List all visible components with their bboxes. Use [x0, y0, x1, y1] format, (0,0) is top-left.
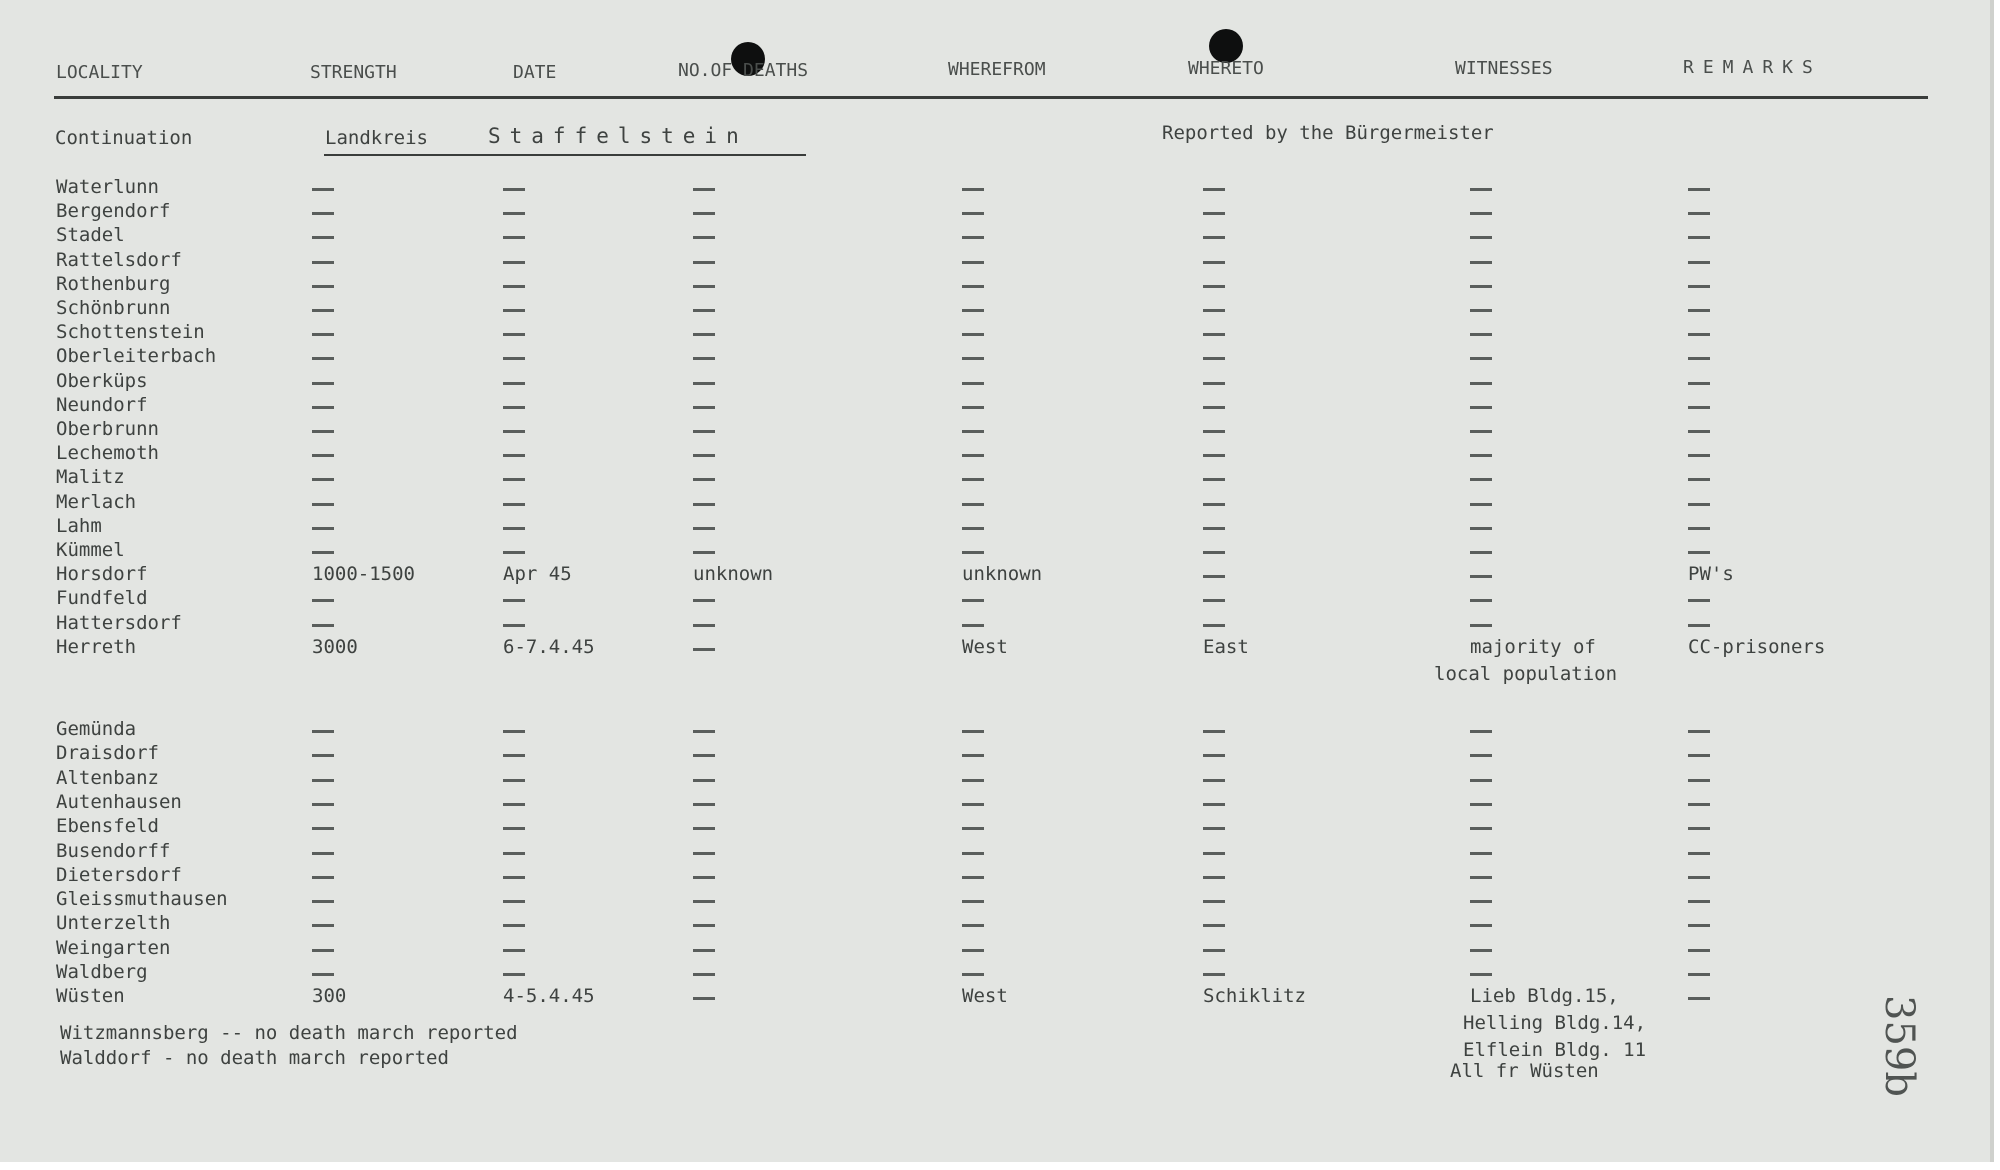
cell-strength: 1000-1500	[312, 563, 415, 586]
blank-dash	[1688, 357, 1710, 360]
blank-dash	[962, 478, 984, 481]
blank-dash	[1470, 551, 1492, 554]
blank-dash	[1688, 527, 1710, 530]
blank-dash	[962, 357, 984, 360]
cell-locality: Fundfeld	[56, 587, 148, 610]
cell-witnesses: majority of	[1470, 635, 1596, 658]
blank-dash	[503, 973, 525, 976]
blank-dash	[693, 648, 715, 651]
blank-dash	[1203, 551, 1225, 554]
blank-dash	[1688, 503, 1710, 506]
blank-dash	[312, 406, 334, 409]
blank-dash	[1203, 333, 1225, 336]
cell-whereto: Schiklitz	[1203, 985, 1306, 1008]
cell-locality: Dietersdorf	[56, 863, 182, 886]
blank-dash	[962, 924, 984, 927]
cell-locality: Merlach	[56, 490, 137, 513]
blank-dash	[693, 333, 715, 336]
cell-locality: Horsdorf	[56, 563, 148, 586]
blank-dash	[1203, 212, 1225, 215]
blank-dash	[962, 876, 984, 879]
blank-dash	[962, 754, 984, 757]
blank-dash	[693, 599, 715, 602]
blank-dash	[503, 382, 525, 385]
blank-dash	[312, 876, 334, 879]
blank-dash	[503, 236, 525, 239]
cell-locality: Altenbanz	[56, 766, 159, 789]
cell-locality: Waldberg	[56, 961, 148, 983]
cell-locality: Rattelsdorf	[56, 248, 182, 271]
blank-dash	[1470, 827, 1492, 830]
blank-dash	[312, 212, 334, 215]
blank-dash	[962, 236, 984, 239]
cell-witnesses: Lieb Bldg.15,	[1470, 985, 1619, 1008]
blank-dash	[1688, 779, 1710, 782]
blank-dash	[1203, 478, 1225, 481]
blank-dash	[503, 949, 525, 952]
cell-locality: Ebensfeld	[56, 815, 159, 838]
blank-dash	[693, 551, 715, 554]
blank-dash	[1688, 599, 1710, 602]
blank-dash	[693, 973, 715, 976]
blank-dash	[1203, 779, 1225, 782]
blank-dash	[503, 406, 525, 409]
cell-locality: Hattersdorf	[56, 611, 182, 634]
blank-dash	[1470, 973, 1492, 976]
blank-dash	[312, 357, 334, 360]
blank-dash	[1470, 876, 1492, 879]
blank-dash	[312, 236, 334, 239]
landkreis-label: Landkreis	[325, 127, 428, 149]
district-name: Staffelstein	[488, 124, 748, 148]
blank-dash	[503, 624, 525, 627]
blank-dash	[503, 551, 525, 554]
blank-dash	[1203, 624, 1225, 627]
cell-date: 6-7.4.45	[503, 635, 595, 658]
blank-dash	[962, 803, 984, 806]
blank-dash	[503, 803, 525, 806]
cell-strength: 3000	[312, 635, 358, 658]
cell-witnesses: local population	[1434, 662, 1618, 685]
blank-dash	[962, 527, 984, 530]
blank-dash	[962, 949, 984, 952]
blank-dash	[1688, 803, 1710, 806]
continuation-label: Continuation	[55, 127, 193, 149]
blank-dash	[1203, 188, 1225, 191]
blank-dash	[962, 212, 984, 215]
blank-dash	[1203, 754, 1225, 757]
cell-witnesses: All fr Wüsten	[1450, 1060, 1599, 1083]
blank-dash	[693, 779, 715, 782]
blank-dash	[1688, 551, 1710, 554]
blank-dash	[1470, 261, 1492, 264]
cell-locality: Lechemoth	[56, 442, 159, 465]
blank-dash	[1688, 900, 1710, 903]
header-date: DATE	[513, 62, 557, 83]
blank-dash	[1688, 188, 1710, 191]
blank-dash	[1688, 827, 1710, 830]
blank-dash	[1470, 309, 1492, 312]
blank-dash	[1688, 333, 1710, 336]
blank-dash	[693, 406, 715, 409]
blank-dash	[962, 551, 984, 554]
header-witnesses: WITNESSES	[1455, 58, 1553, 79]
blank-dash	[312, 309, 334, 312]
note-line: Witzmannsberg -- no death march reported	[60, 1022, 518, 1044]
blank-dash	[1688, 309, 1710, 312]
cell-locality: Lahm	[56, 514, 102, 537]
blank-dash	[693, 430, 715, 433]
blank-dash	[503, 478, 525, 481]
blank-dash	[1470, 949, 1492, 952]
cell-locality: Oberleiterbach	[56, 345, 217, 368]
blank-dash	[503, 188, 525, 191]
blank-dash	[503, 754, 525, 757]
blank-dash	[1470, 454, 1492, 457]
blank-dash	[693, 503, 715, 506]
cell-locality: Gleissmuthausen	[56, 888, 228, 911]
blank-dash	[693, 261, 715, 264]
blank-dash	[312, 827, 334, 830]
cell-locality: Schönbrunn	[56, 297, 171, 319]
blank-dash	[1470, 188, 1492, 191]
blank-dash	[503, 309, 525, 312]
cell-wherefrom: West	[962, 985, 1008, 1008]
blank-dash	[312, 900, 334, 903]
header-wherefrom: WHEREFROM	[948, 59, 1046, 80]
blank-dash	[693, 949, 715, 952]
blank-dash	[1688, 236, 1710, 239]
blank-dash	[503, 599, 525, 602]
blank-dash	[1203, 454, 1225, 457]
blank-dash	[962, 188, 984, 191]
blank-dash	[1470, 285, 1492, 288]
blank-dash	[962, 779, 984, 782]
blank-dash	[1688, 285, 1710, 288]
blank-dash	[312, 803, 334, 806]
blank-dash	[1203, 503, 1225, 506]
blank-dash	[312, 454, 334, 457]
blank-dash	[962, 827, 984, 830]
blank-dash	[312, 852, 334, 855]
blank-dash	[1688, 754, 1710, 757]
blank-dash	[962, 599, 984, 602]
blank-dash	[1470, 779, 1492, 782]
blank-dash	[1203, 827, 1225, 830]
blank-dash	[312, 599, 334, 602]
blank-dash	[1470, 852, 1492, 855]
blank-dash	[962, 503, 984, 506]
blank-dash	[503, 430, 525, 433]
cell-locality: Gemünda	[56, 718, 137, 740]
blank-dash	[312, 261, 334, 264]
blank-dash	[1470, 803, 1492, 806]
blank-dash	[693, 188, 715, 191]
blank-dash	[312, 333, 334, 336]
blank-dash	[693, 997, 715, 1000]
blank-dash	[503, 876, 525, 879]
blank-dash	[1470, 503, 1492, 506]
cell-locality: Malitz	[56, 466, 125, 489]
blank-dash	[693, 478, 715, 481]
blank-dash	[312, 503, 334, 506]
blank-dash	[962, 285, 984, 288]
blank-dash	[1688, 852, 1710, 855]
blank-dash	[503, 212, 525, 215]
blank-dash	[962, 406, 984, 409]
blank-dash	[1203, 876, 1225, 879]
blank-dash	[693, 754, 715, 757]
cell-locality: Autenhausen	[56, 790, 182, 813]
blank-dash	[962, 624, 984, 627]
blank-dash	[693, 730, 715, 733]
blank-dash	[1688, 382, 1710, 385]
blank-dash	[312, 924, 334, 927]
blank-dash	[693, 852, 715, 855]
blank-dash	[1470, 406, 1492, 409]
blank-dash	[312, 188, 334, 191]
blank-dash	[1688, 876, 1710, 879]
blank-dash	[1470, 624, 1492, 627]
blank-dash	[503, 285, 525, 288]
header-rule	[54, 96, 1928, 99]
blank-dash	[1203, 803, 1225, 806]
blank-dash	[312, 382, 334, 385]
blank-dash	[1470, 212, 1492, 215]
cell-locality: Busendorff	[56, 839, 171, 862]
blank-dash	[1470, 730, 1492, 733]
blank-dash	[312, 754, 334, 757]
blank-dash	[1470, 236, 1492, 239]
blank-dash	[503, 357, 525, 360]
cell-locality: Draisdorf	[56, 742, 159, 765]
cell-strength: 300	[312, 985, 347, 1008]
blank-dash	[1470, 575, 1492, 578]
blank-dash	[693, 924, 715, 927]
blank-dash	[312, 624, 334, 627]
cell-wherefrom: unknown	[962, 563, 1043, 586]
blank-dash	[1688, 261, 1710, 264]
blank-dash	[962, 333, 984, 336]
blank-dash	[962, 382, 984, 385]
cell-locality: Rothenburg	[56, 272, 171, 295]
blank-dash	[312, 551, 334, 554]
blank-dash	[1203, 285, 1225, 288]
header-locality: LOCALITY	[56, 62, 143, 83]
cell-locality: Unterzelth	[56, 912, 171, 935]
blank-dash	[1203, 852, 1225, 855]
header-deaths: NO.OF DEATHS	[678, 60, 809, 81]
blank-dash	[693, 803, 715, 806]
header-remarks: REMARKS	[1683, 57, 1822, 78]
cell-locality: Kümmel	[56, 539, 125, 561]
blank-dash	[1688, 430, 1710, 433]
blank-dash	[1688, 949, 1710, 952]
blank-dash	[503, 503, 525, 506]
header-strength: STRENGTH	[310, 62, 397, 83]
cell-locality: Oberküps	[56, 369, 148, 392]
blank-dash	[1470, 382, 1492, 385]
blank-dash	[1203, 924, 1225, 927]
cell-remarks: PW's	[1688, 563, 1734, 586]
blank-dash	[312, 949, 334, 952]
cell-locality: Waterlunn	[56, 176, 159, 198]
blank-dash	[1470, 478, 1492, 481]
blank-dash	[503, 779, 525, 782]
blank-dash	[503, 730, 525, 733]
blank-dash	[1688, 212, 1710, 215]
blank-dash	[1688, 924, 1710, 927]
blank-dash	[693, 382, 715, 385]
reported-by: Reported by the Bürgermeister	[1162, 122, 1494, 144]
blank-dash	[312, 478, 334, 481]
cell-locality: Stadel	[56, 224, 125, 247]
blank-dash	[693, 876, 715, 879]
cell-date: 4-5.4.45	[503, 985, 595, 1008]
blank-dash	[693, 285, 715, 288]
blank-dash	[312, 527, 334, 530]
blank-dash	[1203, 949, 1225, 952]
cell-locality: Neundorf	[56, 393, 148, 416]
cell-witnesses: Helling Bldg.14,	[1463, 1012, 1647, 1035]
blank-dash	[1688, 406, 1710, 409]
blank-dash	[1203, 309, 1225, 312]
blank-dash	[503, 527, 525, 530]
blank-dash	[1203, 527, 1225, 530]
cell-locality: Weingarten	[56, 936, 171, 959]
blank-dash	[693, 624, 715, 627]
blank-dash	[312, 730, 334, 733]
cell-locality: Oberbrunn	[56, 418, 159, 440]
blank-dash	[503, 261, 525, 264]
blank-dash	[1470, 430, 1492, 433]
blank-dash	[1688, 624, 1710, 627]
blank-dash	[1203, 430, 1225, 433]
blank-dash	[962, 900, 984, 903]
cell-whereto: East	[1203, 635, 1249, 658]
blank-dash	[1688, 730, 1710, 733]
cell-locality: Bergendorf	[56, 200, 171, 223]
cell-remarks: CC-prisoners	[1688, 635, 1826, 658]
blank-dash	[1203, 406, 1225, 409]
blank-dash	[962, 973, 984, 976]
blank-dash	[1203, 261, 1225, 264]
blank-dash	[693, 527, 715, 530]
cell-date: Apr 45	[503, 563, 572, 586]
blank-dash	[693, 900, 715, 903]
blank-dash	[1470, 333, 1492, 336]
cell-locality: Wüsten	[56, 985, 125, 1008]
blank-dash	[1470, 900, 1492, 903]
blank-dash	[1203, 900, 1225, 903]
blank-dash	[1203, 236, 1225, 239]
blank-dash	[962, 454, 984, 457]
note-line: Walddorf - no death march reported	[60, 1047, 449, 1069]
blank-dash	[312, 285, 334, 288]
blank-dash	[1470, 924, 1492, 927]
cell-deaths: unknown	[693, 563, 774, 586]
blank-dash	[1470, 754, 1492, 757]
blank-dash	[1203, 382, 1225, 385]
blank-dash	[962, 730, 984, 733]
blank-dash	[312, 779, 334, 782]
header-whereto: WHERETO	[1188, 58, 1264, 79]
blank-dash	[503, 852, 525, 855]
blank-dash	[693, 454, 715, 457]
blank-dash	[503, 924, 525, 927]
blank-dash	[1203, 357, 1225, 360]
cell-witnesses: Elflein Bldg. 11	[1463, 1039, 1647, 1062]
blank-dash	[1688, 454, 1710, 457]
blank-dash	[1688, 973, 1710, 976]
cell-locality: Schottenstein	[56, 321, 205, 344]
blank-dash	[503, 900, 525, 903]
blank-dash	[693, 357, 715, 360]
blank-dash	[962, 852, 984, 855]
blank-dash	[1688, 997, 1710, 1000]
blank-dash	[693, 827, 715, 830]
blank-dash	[503, 454, 525, 457]
blank-dash	[1203, 730, 1225, 733]
blank-dash	[693, 236, 715, 239]
blank-dash	[693, 309, 715, 312]
page-number: 359b	[1875, 995, 1922, 1097]
blank-dash	[1203, 575, 1225, 578]
blank-dash	[962, 261, 984, 264]
blank-dash	[693, 212, 715, 215]
cell-locality: Herreth	[56, 635, 137, 658]
blank-dash	[503, 827, 525, 830]
blank-dash	[962, 430, 984, 433]
blank-dash	[1470, 599, 1492, 602]
blank-dash	[1470, 357, 1492, 360]
cell-wherefrom: West	[962, 635, 1008, 658]
blank-dash	[1203, 599, 1225, 602]
blank-dash	[1470, 527, 1492, 530]
blank-dash	[312, 430, 334, 433]
blank-dash	[1688, 478, 1710, 481]
blank-dash	[962, 309, 984, 312]
blank-dash	[503, 333, 525, 336]
district-underline	[324, 154, 806, 156]
blank-dash	[1203, 973, 1225, 976]
blank-dash	[312, 973, 334, 976]
